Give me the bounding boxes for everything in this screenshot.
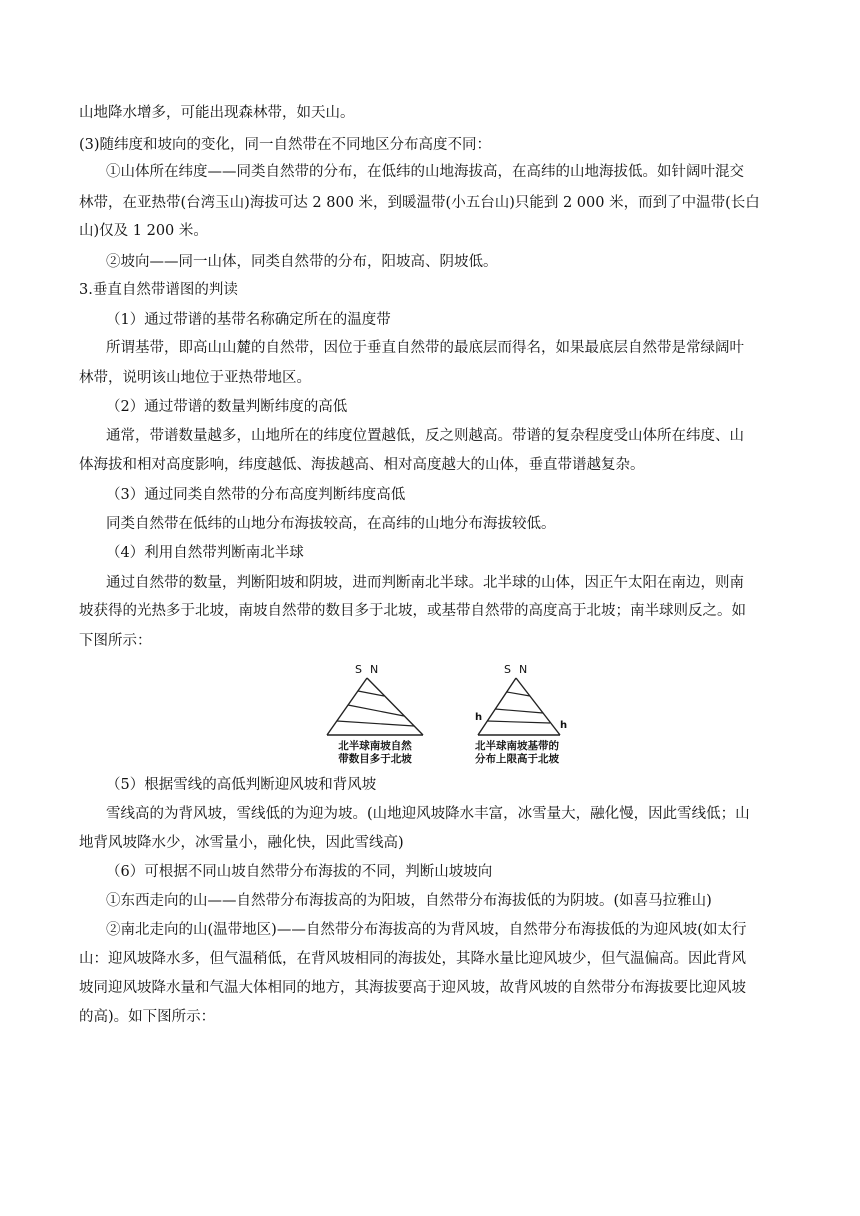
text-line: 山)仅及 1 200 米。 (79, 223, 208, 239)
figure-caption: 北半球南坡自然 带数目多于北坡 (338, 740, 412, 765)
text-line: ①山体所在纬度——同类自然带的分布，在低纬的山地海拔高，在高纬的山地海拔低。如针阔叶混交 (106, 164, 744, 180)
text-line: (3)随纬度和坡向的变化，同一自然带在不同地区分布高度不同： (79, 137, 492, 153)
height-label-south: h (475, 712, 483, 723)
text-line: 通常，带谱数量越多，山地所在的纬度位置越低，反之则越高。带谱的复杂程度受山体所在纬度、山 (106, 428, 744, 444)
subheading: （2）通过带谱的数量判断纬度的高低 (106, 399, 348, 415)
text-line: 体海拔和相对高度影响，纬度越低、海拔越高、相对高度越大的山体，垂直带谱越复杂。 (79, 457, 645, 473)
text-line: ②坡向——同一山体，同类自然带的分布，阳坡高、阴坡低。 (106, 254, 498, 270)
text-line: ②南北走向的山(温带地区)——自然带分布海拔高的为背风坡，自然带分布海拔低的为迎风坡(如太行 (106, 922, 747, 938)
figure-north-slope-zone-count (322, 658, 428, 768)
subheading: （4）利用自然带判断南北半球 (106, 545, 304, 561)
south-label: S (504, 663, 511, 676)
text-line: 下图所示： (79, 633, 152, 649)
text-line: 山：迎风坡降水多，但气温稍低，在背风坡相同的海拔处，其降水量比迎风坡少，但气温偏高。因此背风 (79, 951, 746, 967)
text-line: ①东西走向的山——自然带分布海拔高的为阳坡，自然带分布海拔低的为阴坡。(如喜马拉雅山) (106, 893, 712, 909)
text-line: 的高)。如下图所示： (79, 1009, 216, 1025)
text-line: 地背风坡降水少，冰雪量小，融化快，因此雪线高) (79, 835, 404, 851)
text-line: 坡获得的光热多于北坡，南坡自然带的数目多于北坡，或基带自然带的高度高于北坡；南半球则反之。如 (79, 603, 746, 619)
text-line: 同类自然带在低纬的山地分布海拔较高，在高纬的山地分布海拔较低。 (106, 516, 556, 532)
subheading: （3）通过同类自然带的分布高度判断纬度高低 (106, 487, 406, 503)
subheading: （5）根据雪线的高低判断迎风坡和背风坡 (106, 777, 377, 793)
figure-north-slope-base-limit (464, 658, 570, 768)
text-line: 雪线高的为背风坡，雪线低的为迎为坡。(山地迎风坡降水丰富，冰雪量大，融化慢，因此雪线低；山 (106, 806, 750, 822)
subheading: （1）通过带谱的基带名称确定所在的温度带 (106, 312, 391, 328)
north-label: N (370, 663, 379, 676)
text-line: 林带，说明该山地位于亚热带地区。 (79, 370, 311, 386)
mountain-diagram (464, 658, 570, 738)
text-line: 山地降水增多，可能出现森林带，如天山。 (79, 105, 355, 121)
text-line: 通过自然带的数量，判断阳坡和阴坡，进而判断南北半球。北半球的山体，因正午太阳在南边，则南 (106, 575, 744, 591)
section-heading: 3.垂直自然带谱图的判读 (79, 282, 238, 298)
subheading: （6）可根据不同山坡自然带分布海拔的不同，判断山坡坡向 (106, 864, 493, 880)
text-line: 坡同迎风坡降水量和气温大体相同的地方，其海拔要高于迎风坡，故背风坡的自然带分布海拔要比迎风坡 (79, 980, 746, 996)
figure-caption: 北半球南坡基带的 分布上限高于北坡 (475, 740, 559, 765)
south-label: S (355, 663, 362, 676)
text-line: 所谓基带，即高山山麓的自然带，因位于垂直自然带的最底层而得名，如果最底层自然带是常绿阔叶 (106, 340, 744, 356)
text-line: 林带，在亚热带(台湾玉山)海拔可达 2 800 米，到暖温带(小五台山)只能到 2 000 米，而到了中温带(长白 (79, 195, 760, 211)
height-label-north: h (560, 720, 568, 731)
north-label: N (519, 663, 528, 676)
